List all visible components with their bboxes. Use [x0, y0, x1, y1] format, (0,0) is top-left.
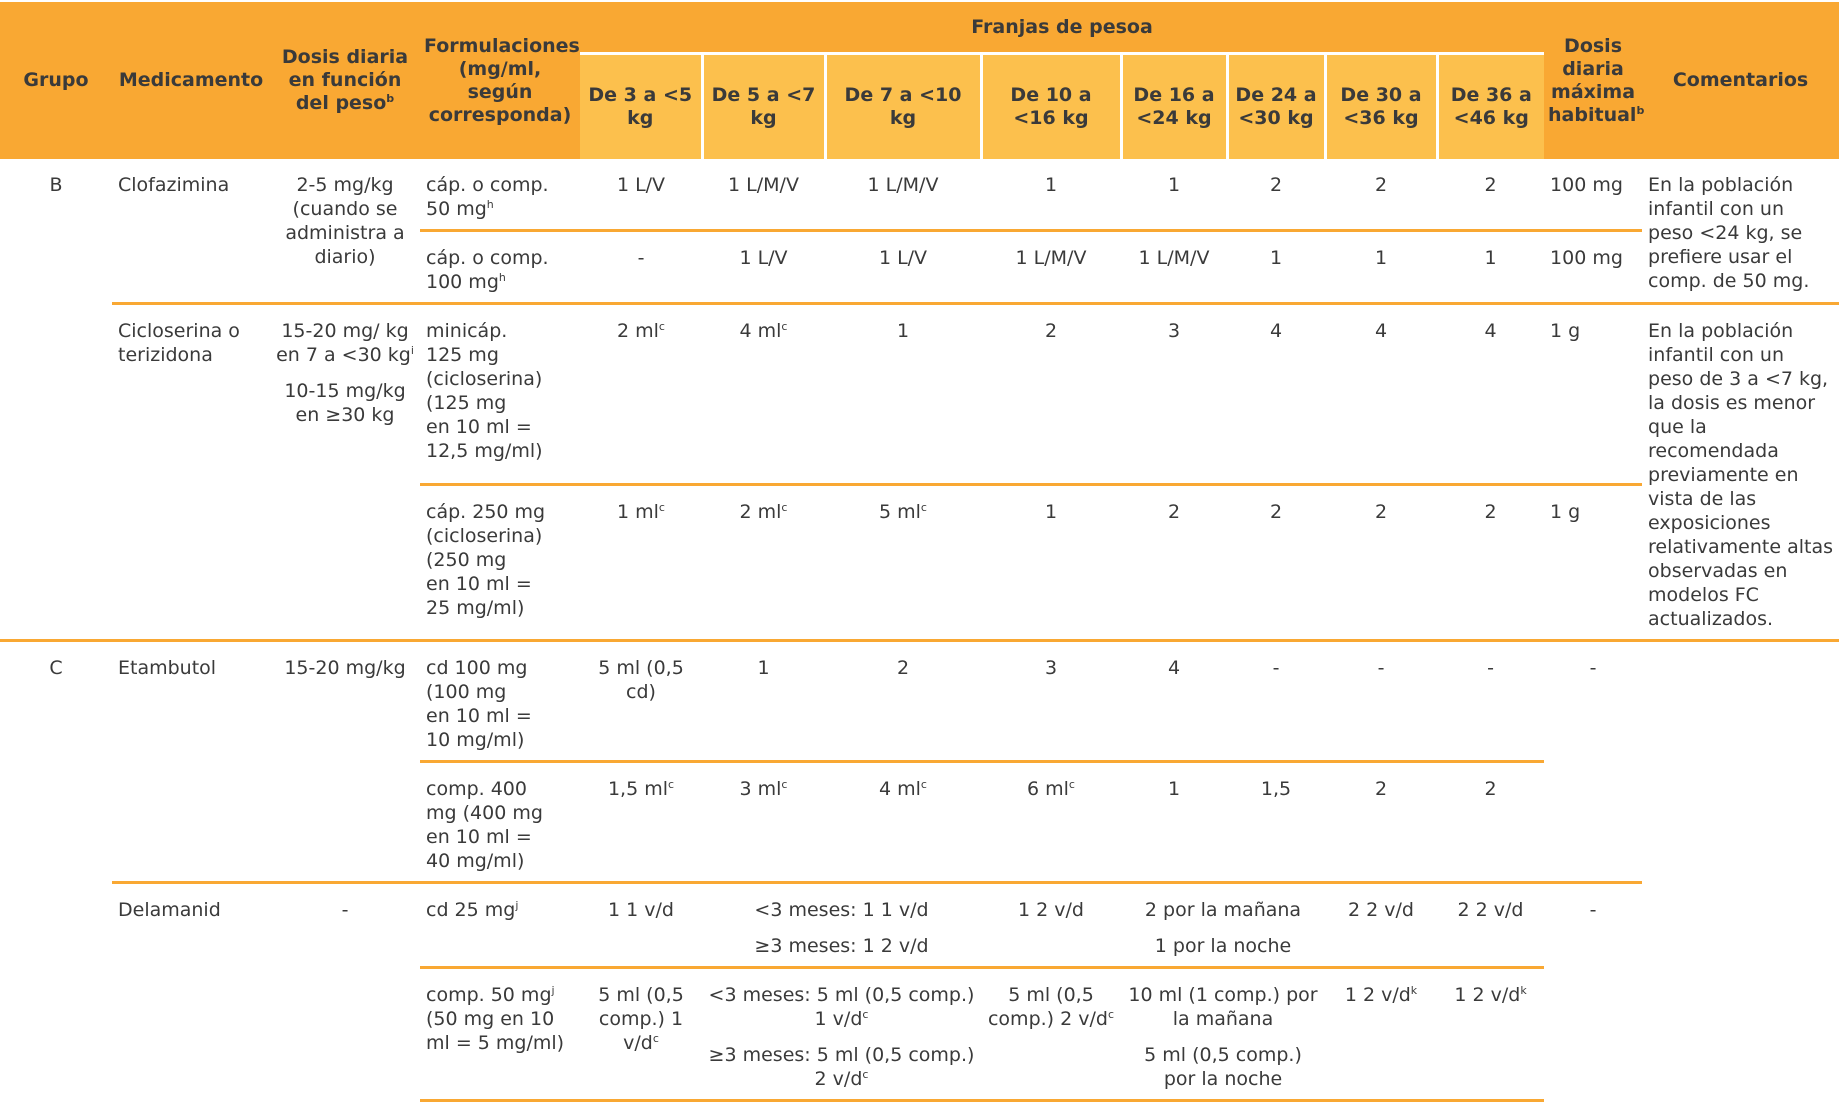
- header-band-4: De 10 a <16 kg: [981, 54, 1121, 160]
- value-text: 2 por la mañana: [1144, 899, 1302, 921]
- value-cell: 4: [1325, 304, 1437, 485]
- value-cell: [580, 968, 702, 1101]
- value-cell: [702, 485, 825, 641]
- formulation-text: cáp. o comp. 50 mg: [426, 174, 549, 220]
- comment-cell: [1642, 641, 1839, 1101]
- footnote-sup: c: [862, 1008, 869, 1021]
- drug-dose: 2-5 mg/kg (cuando se administra a diario): [285, 174, 405, 268]
- value-cell: [702, 304, 825, 485]
- value-cell: 1: [825, 304, 981, 485]
- footnote-sup: c: [1068, 778, 1075, 791]
- max-dose-cell: 100 mg: [1550, 174, 1623, 196]
- value-cell: 2: [1374, 174, 1388, 196]
- drug-name: Clofazimina: [118, 174, 230, 196]
- comment-cell: En la población infantil con un peso <24 kg, se prefiere usar el comp. de 50 mg.: [1648, 174, 1810, 292]
- footnote-sup: c: [658, 320, 665, 333]
- value-cell: 1 L/V: [702, 231, 825, 304]
- value-cell: [1437, 968, 1544, 1101]
- value-cell: 2: [1437, 762, 1544, 883]
- header-band-3: De 7 a <10 kg: [825, 54, 981, 160]
- value-text: ≥3 meses: 1 2 v/d: [754, 935, 929, 957]
- formulation-cell: comp. 400 mg (400 mg en 10 ml = 40 mg/ml): [420, 762, 580, 883]
- value-cell: 2: [1121, 485, 1227, 641]
- value-text: <3 meses: 1 1 v/d: [754, 899, 929, 921]
- value-text: 1 ml: [617, 501, 659, 524]
- value-cell: 1 L/V: [616, 174, 666, 196]
- value-cell: 1: [1325, 231, 1437, 304]
- footnote-sup: j: [515, 899, 519, 912]
- value-text: 2 ml: [739, 501, 782, 524]
- group-cell-c: C: [0, 641, 112, 1101]
- header-dosis-maxima-sup: b: [1636, 103, 1645, 117]
- footnote-sup: c: [781, 501, 788, 515]
- value-cell: 2: [1437, 485, 1544, 641]
- value-cell: 1 L/M/V: [1121, 231, 1227, 304]
- value-cell: 1: [1121, 762, 1227, 883]
- value-text: 4 ml: [739, 320, 782, 342]
- value-text: 1,5 ml: [607, 778, 668, 800]
- value-cell: 2: [825, 641, 981, 762]
- footnote-sup: j: [551, 984, 555, 997]
- drug-dose-part: [276, 319, 414, 367]
- header-band-8: De 36 a <46 kg: [1437, 54, 1544, 160]
- header-franjas-sup: a: [1139, 15, 1153, 38]
- value-text: 1 2 v/d: [1454, 984, 1521, 1006]
- formulation-text: (50 mg en 10 ml = 5 mg/ml): [426, 1008, 565, 1054]
- header-formulaciones: Formulaciones (mg/ml, según corresponda): [420, 2, 580, 159]
- table-row: [0, 641, 1839, 762]
- formulation-cell: [420, 968, 580, 1101]
- drug-dose: -: [270, 883, 420, 1101]
- footnote-sup: c: [862, 1068, 869, 1081]
- formulation-cell: [420, 231, 580, 304]
- value-text: 4 ml: [879, 778, 921, 800]
- value-text: 2 ml: [617, 320, 659, 342]
- value-cell: 2 2 v/d: [1437, 883, 1544, 968]
- value-cell: [580, 485, 702, 641]
- value-text: 5 ml (0,5 comp.) 1 v/d: [598, 984, 684, 1054]
- value-cell: 1: [1437, 231, 1544, 304]
- footnote-sup: c: [920, 501, 927, 515]
- value-cell: [702, 762, 825, 883]
- value-cell: 4: [1227, 304, 1325, 485]
- header-franjas-text: Franjas de peso: [971, 15, 1140, 38]
- value-cell: [1121, 968, 1325, 1101]
- footnote-sup: c: [1107, 1008, 1115, 1021]
- value-cell: [825, 485, 981, 641]
- footnote-sup: c: [658, 501, 665, 515]
- value-cell: 1,5: [1227, 762, 1325, 883]
- value-cell: -: [580, 231, 702, 304]
- value-cell: 3: [1121, 304, 1227, 485]
- value-cell: 1: [1167, 174, 1181, 196]
- group-cell-b: B: [49, 174, 63, 196]
- value-cell: [981, 968, 1121, 1101]
- value-text: <3 meses: 5 ml (0,5 comp.) 1 v/d: [708, 984, 975, 1030]
- value-text: 5 ml: [879, 501, 921, 524]
- header-dosis-maxima: [1544, 2, 1645, 159]
- value-text: 6 ml: [1027, 778, 1069, 800]
- header-band-1: De 3 a <5 kg: [580, 54, 702, 160]
- value-cell: 1: [1227, 231, 1325, 304]
- value-cell: [702, 968, 981, 1101]
- footnote-sup: c: [781, 320, 788, 333]
- table-row: [0, 883, 1839, 968]
- header-dosis-diaria-text: Dosis diaria en función del peso: [281, 46, 409, 114]
- value-cell: [1121, 883, 1325, 968]
- value-cell: [702, 883, 981, 968]
- value-text-block: [708, 1043, 975, 1091]
- value-cell: 1 L/M/V: [867, 174, 939, 196]
- value-cell: -: [1437, 641, 1544, 762]
- value-cell: [580, 304, 702, 485]
- max-dose-cell: -: [1544, 641, 1642, 883]
- header-grupo: Grupo: [0, 2, 112, 159]
- footnote-sup: i: [410, 344, 414, 357]
- formulation-cell: [420, 159, 580, 231]
- value-cell: 1: [1044, 174, 1058, 196]
- header-comentarios: Comentarios: [1642, 2, 1839, 159]
- footnote-sup: c: [781, 778, 788, 791]
- drug-name: Etambutol: [112, 641, 270, 883]
- table-row: [0, 304, 1839, 485]
- value-cell: 5 ml (0,5 cd): [580, 641, 702, 762]
- header-dosis-maxima-text: Dosis diaria máxima habitual: [1548, 34, 1637, 126]
- value-text: 5 ml (0,5 comp.) por la noche: [1144, 1044, 1302, 1090]
- formulation-cell: [420, 883, 580, 968]
- footnote-sup: h: [486, 198, 494, 211]
- value-cell: -: [1325, 641, 1437, 762]
- footnote-sup: c: [920, 778, 927, 791]
- drug-dose-text: 15-20 mg/ kg en 7 a <30 kg: [276, 320, 411, 366]
- formulation-text: comp. 50 mg: [426, 984, 552, 1006]
- value-text: 10 ml (1 comp.) por la mañana: [1128, 984, 1318, 1030]
- formulation-text: cáp. o comp. 100 mg: [426, 247, 549, 293]
- header-franjas: [580, 2, 1544, 54]
- value-text: 1 por la noche: [1154, 935, 1292, 957]
- drug-dose-part: 10-15 mg/kg en ≥30 kg: [284, 380, 406, 426]
- header-band-2: De 5 a <7 kg: [702, 54, 825, 160]
- value-cell: 3: [981, 641, 1121, 762]
- value-cell: -: [1227, 641, 1325, 762]
- value-cell: 1 2 v/d: [981, 883, 1121, 968]
- header-band-6: De 24 a <30 kg: [1227, 54, 1325, 160]
- value-cell: 1 L/M/V: [728, 174, 799, 196]
- footnote-sup: k: [1410, 984, 1418, 997]
- comment-cell: En la población infantil con un peso de 3 a <7 kg, la dosis es menor que la recomendada previamente en vista de las exposiciones relativamente altas observadas en modelos FC actualizados.: [1642, 304, 1839, 641]
- value-cell: 1 1 v/d: [580, 883, 702, 968]
- value-cell: [825, 762, 981, 883]
- value-cell: [1325, 968, 1437, 1101]
- value-cell: 1 L/M/V: [981, 231, 1121, 304]
- formulation-cell: cáp. 250 mg (cicloserina) (250 mg en 10 ml = 25 mg/ml): [420, 485, 580, 641]
- formulation-text: cd 25 mg: [426, 899, 516, 921]
- value-cell: 2: [1269, 174, 1283, 196]
- drug-name: Delamanid: [112, 883, 270, 1101]
- value-cell: 2 2 v/d: [1325, 883, 1437, 968]
- value-text: 1 2 v/d: [1344, 984, 1411, 1006]
- value-cell: 1: [702, 641, 825, 762]
- value-cell: 2: [1325, 762, 1437, 883]
- value-cell: 2: [1227, 485, 1325, 641]
- header-band-5: De 16 a <24 kg: [1121, 54, 1227, 160]
- value-cell: [981, 762, 1121, 883]
- footnote-sup: c: [652, 1032, 659, 1045]
- value-cell: 2: [1484, 174, 1497, 196]
- header-band-7: De 30 a <36 kg: [1325, 54, 1437, 160]
- max-dose-cell: -: [1544, 883, 1642, 1101]
- value-cell: 2: [1325, 485, 1437, 641]
- value-cell: 4: [1437, 304, 1544, 485]
- value-cell: 1: [981, 485, 1121, 641]
- drug-dose: [270, 304, 420, 641]
- max-dose-cell: 100 mg: [1544, 231, 1642, 304]
- value-cell: 2: [981, 304, 1121, 485]
- table-row: [0, 159, 1839, 231]
- value-cell: [580, 762, 702, 883]
- header-dosis-diaria-sup: b: [386, 92, 395, 105]
- value-text: 5 ml (0,5 comp.) 2 v/d: [987, 984, 1108, 1030]
- value-cell: 1 L/V: [825, 231, 981, 304]
- formulation-cell: minicáp. 125 mg (cicloserina) (125 mg en 10 ml = 12,5 mg/ml): [420, 304, 580, 485]
- dosage-table: [0, 2, 1839, 1102]
- formulation-cell: cd 100 mg (100 mg en 10 ml = 10 mg/ml): [420, 641, 580, 762]
- value-text: ≥3 meses: 5 ml (0,5 comp.) 2 v/d: [708, 1044, 975, 1090]
- header-medicamento: Medicamento: [112, 2, 270, 159]
- value-cell: 4: [1121, 641, 1227, 762]
- max-dose-cell: 1 g: [1544, 304, 1642, 485]
- header-dosis-diaria: [270, 2, 420, 159]
- footnote-sup: h: [498, 271, 506, 284]
- drug-name: Cicloserina o terizidona: [112, 304, 270, 641]
- max-dose-cell: 1 g: [1544, 485, 1642, 641]
- header-row-1: [0, 2, 1839, 54]
- footnote-sup: k: [1520, 984, 1527, 997]
- drug-dose: 15-20 mg/kg: [270, 641, 420, 883]
- footnote-sup: c: [667, 778, 675, 791]
- value-text: 3 ml: [739, 778, 782, 800]
